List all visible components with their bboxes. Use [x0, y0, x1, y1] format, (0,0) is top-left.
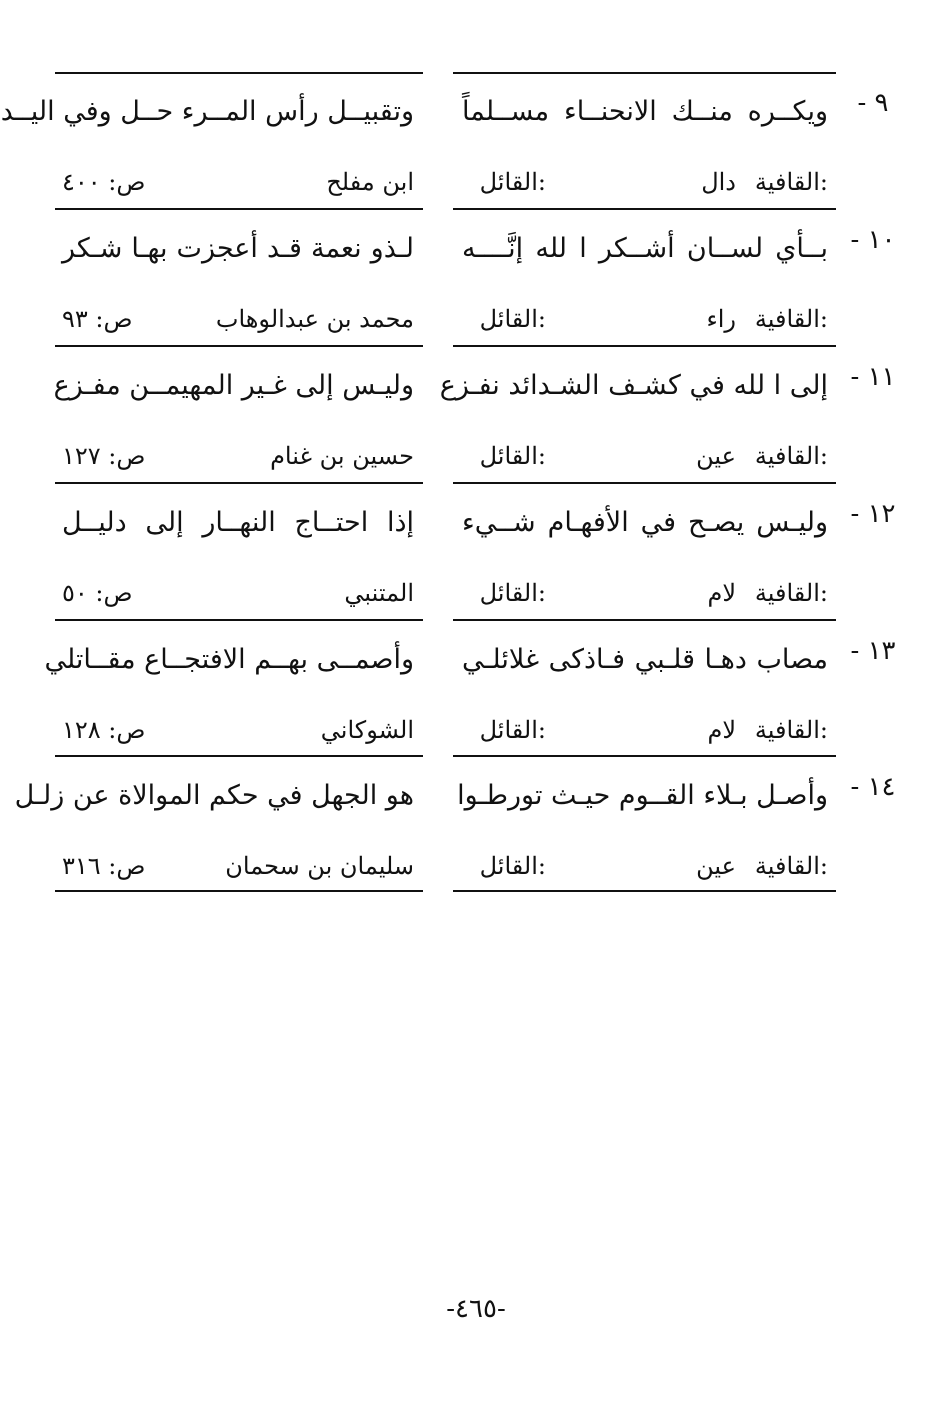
rhyme-label: القافية: [754, 442, 828, 470]
page-reference: ص: ٩٣ [62, 305, 133, 333]
speaker-label: القائل: [479, 442, 546, 470]
poem-entry [0, 346, 952, 483]
speaker-label: القائل: [479, 168, 546, 196]
speaker-label: القائل: [479, 579, 546, 607]
speaker-label: القائل: [479, 716, 546, 744]
poet-name: الشوكاني [320, 716, 414, 744]
page-number: -٤٦٥- [446, 1294, 506, 1324]
first-hemistich: مصاب دهـا قلـبي فـاذكى غلائلـي [462, 644, 828, 675]
page-reference: ص: ١٢٨ [62, 716, 146, 744]
poet-name: ابن مفلح [326, 168, 414, 196]
poet-name: سليمان بن سحمان [225, 852, 414, 880]
second-hemistich: وأصمــى بهــم الافتجــاع مقــاتلي [44, 644, 414, 675]
first-hemistich: وليـس يصـح في الأفهـام شــيء [462, 507, 828, 538]
first-hemistich: وأصـل بـلاء القــوم حيـث تورطـوا [457, 780, 828, 811]
rhyme-label: القافية: [754, 852, 828, 880]
bottom-rule-right [453, 890, 836, 892]
poet-name: محمد بن عبدالوهاب [215, 305, 414, 333]
entry-number: ١٠ - [850, 225, 896, 255]
rhyme-value: لام [707, 579, 736, 607]
second-hemistich: وليـس إلى غـير المهيمــن مفـزع [53, 370, 414, 401]
second-hemistich: وتقبيــل رأس المــرء حــل وفي اليــد [0, 96, 414, 127]
entry-number: ١٢ - [850, 499, 896, 529]
entry-number: ١١ - [850, 362, 896, 392]
speaker-label: القائل: [479, 852, 546, 880]
poem-entry [0, 72, 952, 209]
poem-entry [0, 483, 952, 620]
poem-entry [0, 756, 952, 893]
first-hemistich: إلى ا لله في كشـف الشـدائد نفـزع [439, 370, 828, 401]
poem-entry [0, 209, 952, 346]
poet-name: المتنبي [344, 579, 414, 607]
bottom-rule-left [55, 890, 423, 892]
rhyme-label: القافية: [754, 579, 828, 607]
entry-number: ١٣ - [850, 636, 896, 666]
page-reference: ص: ١٢٧ [62, 442, 146, 470]
rhyme-value: لام [707, 716, 736, 744]
rhyme-label: القافية: [754, 305, 828, 333]
rhyme-value: عين [696, 442, 736, 470]
poem-entry [0, 620, 952, 757]
entry-number: ١٤ - [850, 772, 896, 802]
page-reference: ص: ٥٠ [62, 579, 133, 607]
rhyme-value: دال [701, 168, 736, 196]
first-hemistich: ويكــره منــك الانحنــاء مســلماً [462, 96, 828, 127]
entry-number: ٩ - [857, 88, 889, 118]
rhyme-label: القافية: [754, 716, 828, 744]
rhyme-value: عين [696, 852, 736, 880]
second-hemistich: إذا احتــاج النهــار إلى دليــل [62, 507, 414, 538]
first-hemistich: بــأي لســان أشــكر ا لله إنَّــــه [462, 233, 828, 264]
speaker-label: القائل: [479, 305, 546, 333]
rhyme-value: راء [706, 305, 736, 333]
second-hemistich: لـذو نعمة قـد أعجزت بهـا شـكر [62, 233, 414, 264]
page-reference: ص: ٤٠٠ [62, 168, 146, 196]
poet-name: حسين بن غنام [270, 442, 414, 470]
rhyme-label: القافية: [754, 168, 828, 196]
second-hemistich: هو الجهل في حكم الموالاة عن زلـل [14, 780, 414, 811]
page-reference: ص: ٣١٦ [62, 852, 146, 880]
